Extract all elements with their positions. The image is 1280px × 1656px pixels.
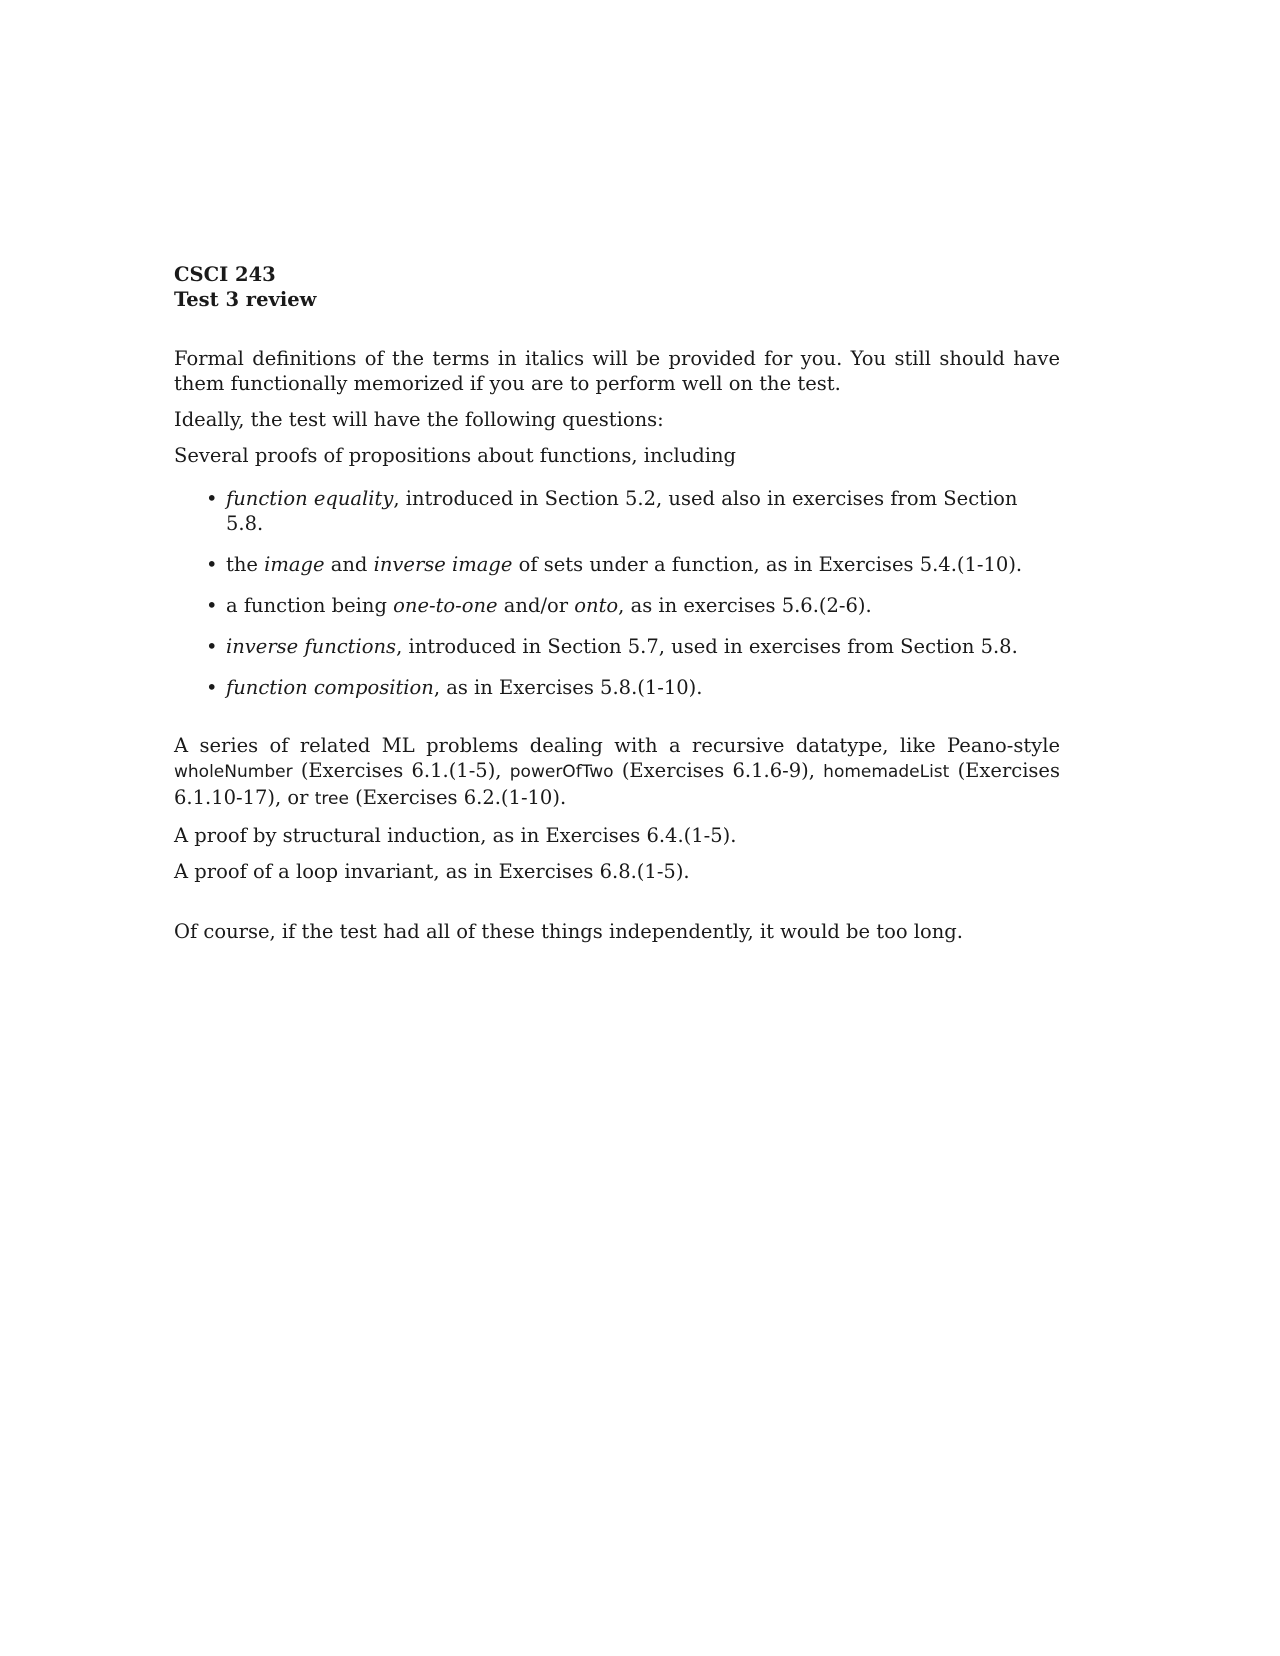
list-item — [174, 552, 1060, 577]
bullet-icon: • — [206, 594, 218, 617]
function-topics-list — [174, 486, 1060, 700]
list-item — [174, 486, 1060, 536]
list-item — [174, 593, 1060, 618]
bullet-icon: • — [206, 635, 218, 658]
italic-term: inverse image — [373, 553, 513, 576]
bullet-text: and — [324, 553, 374, 576]
document-page — [174, 262, 1060, 944]
bullet-text: , as in Exercises 5.8.(1-10). — [433, 676, 703, 699]
italic-term: function equality — [226, 487, 394, 510]
bullet-icon: • — [206, 676, 218, 699]
italic-term: one-to-one — [393, 594, 498, 617]
course-code: CSCI 243 — [174, 263, 276, 286]
italic-term: onto — [574, 594, 619, 617]
italic-term: inverse functions — [226, 635, 397, 658]
bullet-text: the — [226, 553, 265, 576]
bullet-text: , as in exercises 5.6.(2-6). — [618, 594, 872, 617]
questions-lead: Ideally, the test will have the following questions: — [174, 408, 664, 431]
invariant-paragraph: A proof of a loop invariant, as in Exercises 6.8.(1-5). — [174, 860, 690, 883]
code-term: homemadeList — [823, 762, 950, 782]
bullet-text: a function being — [226, 594, 394, 617]
bullet-icon: • — [206, 487, 218, 510]
paragraph-text: (Exercises 6.1.(1-5), — [292, 759, 510, 782]
intro-paragraph: Formal definitions of the terms in italics will be provided for you. You still should have them functionally memorized if you are to perform well on the test. — [174, 347, 1060, 395]
bullet-text: of sets under a function, as in Exercises 5.4.(1-10). — [512, 553, 1023, 576]
document-title: Test 3 review — [174, 288, 317, 311]
paragraph-text: A series of related ML problems dealing with a recursive datatype, like Peano-style — [174, 734, 1060, 757]
paragraph-text: (Exercises 6.2.(1-10). — [348, 786, 567, 809]
induction-paragraph: A proof by structural induction, as in Exercises 6.4.(1-5). — [174, 824, 737, 847]
italic-term: image — [264, 553, 325, 576]
paragraph-text: (Exercises 6.1.10-17), or — [174, 759, 1060, 809]
proofs-lead: Several proofs of propositions about functions, including — [174, 444, 737, 467]
ml-problems-paragraph — [174, 733, 1060, 812]
list-item — [174, 675, 1060, 700]
code-term: tree — [314, 789, 349, 809]
paragraph-text: (Exercises 6.1.6-9), — [613, 759, 824, 782]
bullet-icon: • — [206, 553, 218, 576]
bullet-text: , introduced in Section 5.2, used also in exercises from Section 5.8. — [226, 487, 1018, 535]
bullet-text: , introduced in Section 5.7, used in exercises from Section 5.8. — [396, 635, 1018, 658]
bullet-text: and/or — [497, 594, 575, 617]
closing-paragraph: Of course, if the test had all of these things independently, it would be too long. — [174, 920, 963, 943]
list-item — [174, 634, 1060, 659]
code-term: powerOfTwo — [509, 762, 614, 782]
italic-term: function composition — [226, 676, 434, 699]
code-term: wholeNumber — [174, 762, 293, 782]
